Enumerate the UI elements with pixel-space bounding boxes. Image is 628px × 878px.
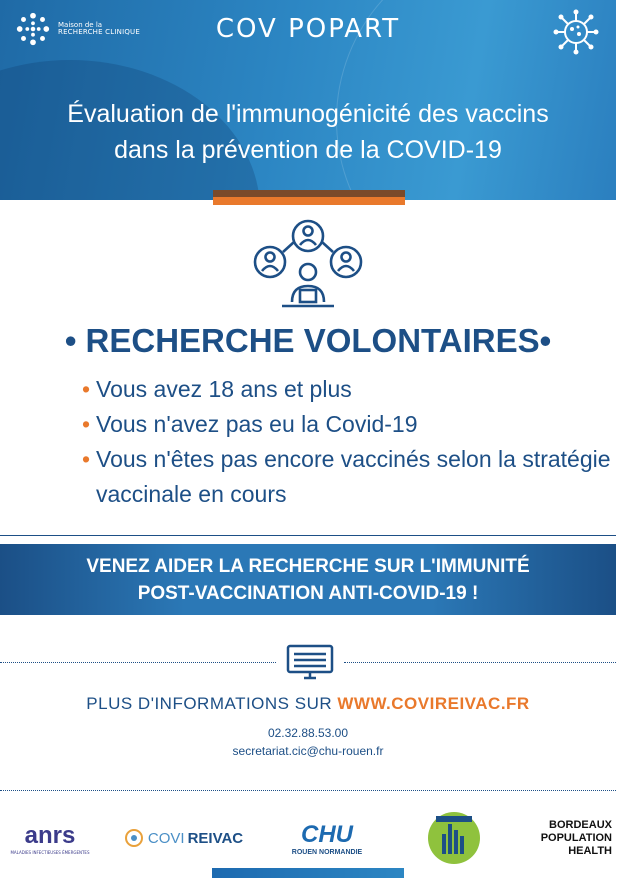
subtitle-line-2: dans la prévention de la COVID-19 (114, 136, 502, 164)
anrs-logo (10, 808, 90, 868)
virus-icon (552, 8, 600, 56)
page-title: COV POPART (215, 14, 401, 44)
cic-inserm-badge-icon (426, 810, 482, 866)
dotted-divider-left (0, 662, 276, 663)
eligibility-criteria-list (82, 372, 612, 512)
bph-line-3: HEALTH (568, 844, 612, 857)
subtitle-line-1: Évaluation de l'immunogénicité des vaccins (67, 100, 549, 128)
phone-number: 02.32.88.53.00 (267, 726, 349, 740)
criteria-item: • Vous n'avez pas eu la Covid-19 (82, 407, 612, 442)
covireivac-logo (118, 808, 248, 868)
dotted-divider-right (344, 662, 616, 663)
chu-logo-subtext: ROUEN NORMANDIE (291, 848, 363, 856)
more-info-line (0, 694, 616, 714)
study-subtitle (0, 96, 616, 168)
criteria-item: • Vous avez 18 ans et plus (82, 372, 612, 407)
cic-inserm-logo (424, 808, 484, 868)
dotted-divider-bottom (0, 790, 616, 791)
bph-line-2: POPULATION (540, 831, 612, 844)
more-info-label: PLUS D'INFORMATIONS SUR (86, 694, 338, 713)
cta-line-1: VENEZ AIDER LA RECHERCHE SUR L'IMMUNITÉ (86, 556, 530, 577)
monitor-icon (286, 644, 334, 680)
anrs-logo-subtext: MALADIES INFECTIEUSES ÉMERGENTES (10, 849, 90, 855)
brand-line-2: RECHERCHE CLINIQUE (58, 28, 140, 36)
bordeaux-population-health-logo (528, 808, 612, 868)
criteria-item: • Vous n'êtes pas encore vaccinés selon la stratégie vaccinale en cours (82, 442, 612, 512)
covireivac-logo-text-a: COVI (147, 829, 185, 847)
covireivac-logo-text-b: REIVAC (187, 829, 244, 847)
recruitment-heading: • RECHERCHE VOLONTAIRES• (64, 322, 552, 359)
covireivac-symbol-icon (123, 827, 145, 849)
anrs-logo-text: anrs (24, 821, 76, 849)
email-link[interactable]: secretariat.cic@chu-rouen.fr (232, 744, 384, 758)
bottom-accent-strip (212, 868, 404, 878)
call-to-action-banner (0, 544, 616, 615)
divider (0, 535, 616, 536)
chu-logo-text: CHU (301, 820, 353, 848)
cta-line-2: POST-VACCINATION ANTI-COVID-19 ! (137, 583, 479, 604)
people-network-icon (252, 214, 364, 312)
brand-line-1: Maison de la (58, 20, 103, 29)
bph-line-1: BORDEAUX (549, 818, 612, 831)
header-banner (0, 0, 616, 200)
accent-bar (213, 190, 405, 205)
website-link[interactable]: WWW.COVIREIVAC.FR (337, 694, 530, 713)
chu-rouen-logo (284, 808, 370, 868)
partner-logos (0, 808, 616, 872)
